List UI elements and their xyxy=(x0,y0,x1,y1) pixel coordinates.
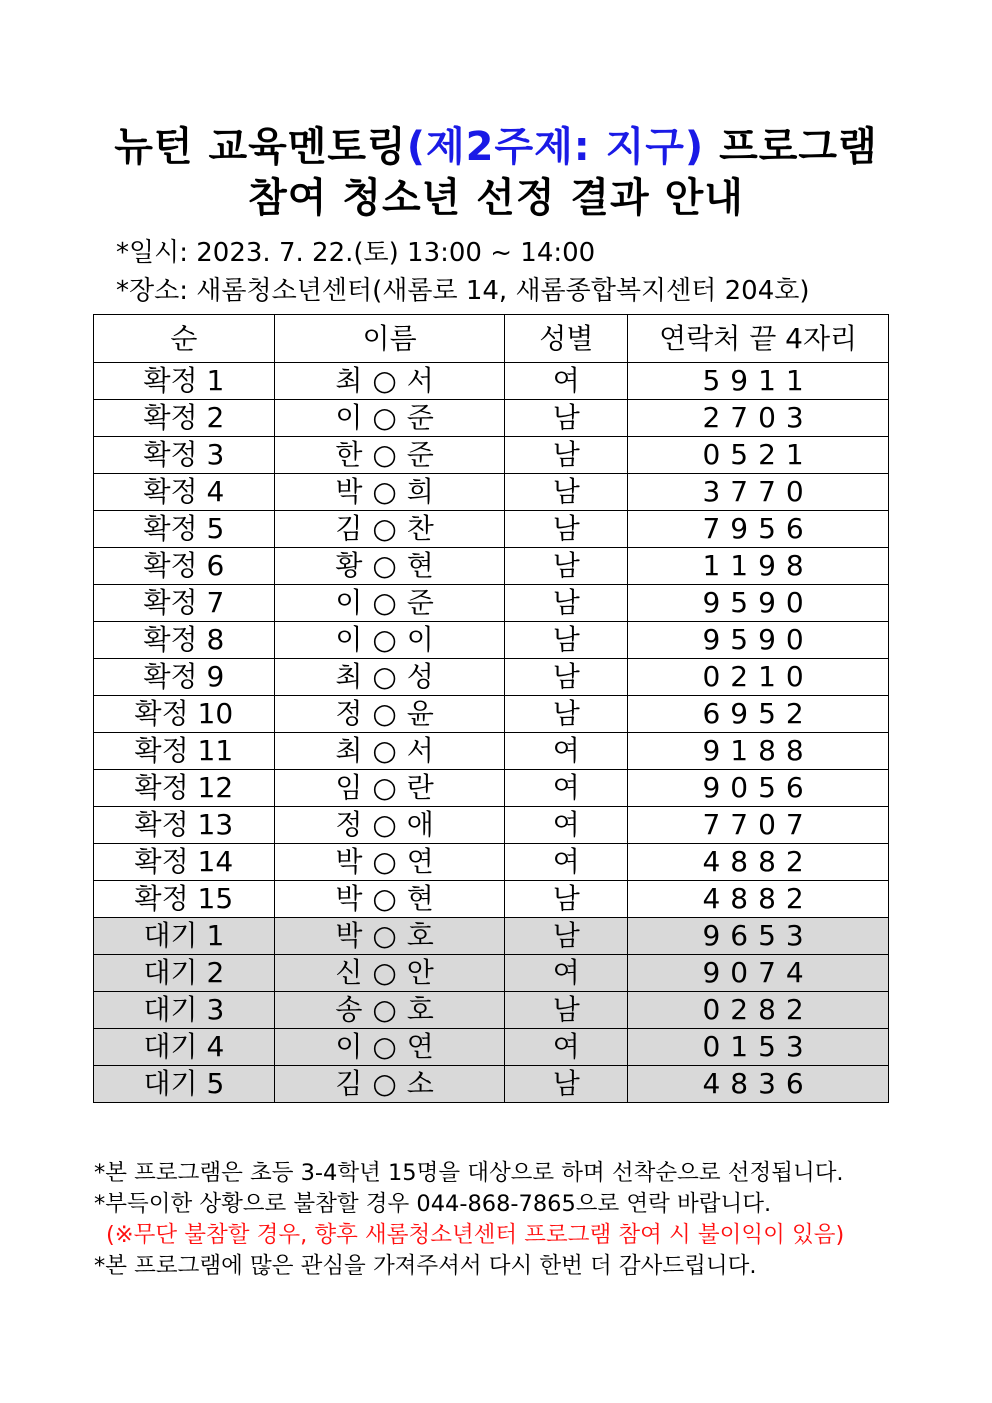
cell-gender: 여 xyxy=(505,955,628,992)
cell-name: 최○서 xyxy=(274,363,505,400)
event-date: *일시: 2023. 7. 22.(토) 13:00 ~ 14:00 xyxy=(116,238,596,268)
cell-phone: 9590 xyxy=(628,585,889,622)
note-eligibility: *본 프로그램은 초등 3-4학년 15명을 대상으로 하며 선착순으로 선정됩니다. xyxy=(94,1160,844,1186)
header-gender: 성별 xyxy=(505,315,628,363)
note-contact: *부득이한 상황으로 불참할 경우 044-868-7865으로 연락 바랍니다. xyxy=(94,1191,772,1217)
cell-order: 확정 1 xyxy=(94,363,275,400)
cell-gender: 남 xyxy=(505,511,628,548)
cell-gender: 여 xyxy=(505,363,628,400)
cell-gender: 남 xyxy=(505,1066,628,1103)
cell-gender: 여 xyxy=(505,770,628,807)
cell-name: 박○호 xyxy=(274,918,505,955)
cell-name: 이○연 xyxy=(274,1029,505,1066)
cell-phone: 4836 xyxy=(628,1066,889,1103)
cell-name: 한○준 xyxy=(274,437,505,474)
cell-name: 최○서 xyxy=(274,733,505,770)
header-name: 이름 xyxy=(274,315,505,363)
cell-phone: 0282 xyxy=(628,992,889,1029)
cell-name: 박○현 xyxy=(274,881,505,918)
cell-order: 확정 13 xyxy=(94,807,275,844)
cell-order: 대기 5 xyxy=(94,1066,275,1103)
cell-order: 대기 4 xyxy=(94,1029,275,1066)
cell-name: 정○애 xyxy=(274,807,505,844)
cell-gender: 여 xyxy=(505,733,628,770)
cell-gender: 여 xyxy=(505,1029,628,1066)
table-row xyxy=(94,918,889,955)
page-subtitle: 참여 청소년 선정 결과 안내 xyxy=(248,175,744,221)
cell-order: 확정 12 xyxy=(94,770,275,807)
cell-phone: 9653 xyxy=(628,918,889,955)
table-row xyxy=(94,585,889,622)
cell-name: 이○준 xyxy=(274,400,505,437)
cell-gender: 여 xyxy=(505,807,628,844)
table-row xyxy=(94,881,889,918)
cell-order: 대기 3 xyxy=(94,992,275,1029)
table-header-row xyxy=(94,315,889,363)
table-row xyxy=(94,770,889,807)
cell-order: 확정 3 xyxy=(94,437,275,474)
cell-phone: 1198 xyxy=(628,548,889,585)
table-row xyxy=(94,955,889,992)
cell-order: 확정 11 xyxy=(94,733,275,770)
cell-name: 송○호 xyxy=(274,992,505,1029)
cell-order: 확정 14 xyxy=(94,844,275,881)
cell-phone: 9590 xyxy=(628,622,889,659)
table-row xyxy=(94,511,889,548)
participant-table xyxy=(93,314,889,1103)
table-row xyxy=(94,548,889,585)
title-topic: (제2주제: 지구) xyxy=(406,124,705,170)
cell-phone: 9074 xyxy=(628,955,889,992)
cell-name: 임○란 xyxy=(274,770,505,807)
cell-phone: 7956 xyxy=(628,511,889,548)
cell-order: 확정 9 xyxy=(94,659,275,696)
cell-order: 확정 8 xyxy=(94,622,275,659)
cell-name: 김○소 xyxy=(274,1066,505,1103)
cell-gender: 여 xyxy=(505,844,628,881)
page-title xyxy=(0,115,992,172)
cell-order: 대기 2 xyxy=(94,955,275,992)
table-row xyxy=(94,733,889,770)
cell-order: 확정 10 xyxy=(94,696,275,733)
cell-phone: 5911 xyxy=(628,363,889,400)
cell-name: 신○안 xyxy=(274,955,505,992)
cell-order: 확정 2 xyxy=(94,400,275,437)
cell-name: 박○희 xyxy=(274,474,505,511)
table-row xyxy=(94,474,889,511)
cell-name: 정○윤 xyxy=(274,696,505,733)
cell-phone: 0521 xyxy=(628,437,889,474)
note-thanks: *본 프로그램에 많은 관심을 가져주셔서 다시 한번 더 감사드립니다. xyxy=(94,1253,757,1279)
cell-gender: 남 xyxy=(505,918,628,955)
cell-order: 확정 7 xyxy=(94,585,275,622)
cell-name: 황○현 xyxy=(274,548,505,585)
cell-phone: 0153 xyxy=(628,1029,889,1066)
cell-phone: 0210 xyxy=(628,659,889,696)
table-row xyxy=(94,844,889,881)
cell-name: 이○준 xyxy=(274,585,505,622)
table-body xyxy=(94,363,889,1103)
cell-gender: 남 xyxy=(505,696,628,733)
cell-gender: 남 xyxy=(505,437,628,474)
event-place: *장소: 새롬청소년센터(새롬로 14, 새롬종합복지센터 204호) xyxy=(116,276,810,306)
table-row xyxy=(94,400,889,437)
cell-gender: 남 xyxy=(505,659,628,696)
cell-name: 김○찬 xyxy=(274,511,505,548)
cell-phone: 3770 xyxy=(628,474,889,511)
cell-gender: 남 xyxy=(505,474,628,511)
cell-phone: 7707 xyxy=(628,807,889,844)
cell-name: 이○이 xyxy=(274,622,505,659)
cell-gender: 남 xyxy=(505,400,628,437)
table-row xyxy=(94,437,889,474)
header-order: 순 xyxy=(94,315,275,363)
cell-phone: 4882 xyxy=(628,844,889,881)
cell-order: 확정 4 xyxy=(94,474,275,511)
cell-gender: 남 xyxy=(505,992,628,1029)
cell-gender: 남 xyxy=(505,622,628,659)
cell-order: 확정 6 xyxy=(94,548,275,585)
cell-name: 최○성 xyxy=(274,659,505,696)
cell-gender: 남 xyxy=(505,548,628,585)
note-warning: (※무단 불참할 경우, 향후 새롬청소년센터 프로그램 참여 시 불이익이 있음) xyxy=(106,1222,845,1248)
table-row xyxy=(94,622,889,659)
title-suffix: 프로그램 xyxy=(704,124,878,170)
table-row xyxy=(94,807,889,844)
cell-name: 박○연 xyxy=(274,844,505,881)
cell-phone: 9056 xyxy=(628,770,889,807)
table-row xyxy=(94,659,889,696)
title-prefix: 뉴턴 교육멘토링 xyxy=(114,124,407,170)
header-phone: 연락처 끝 4자리 xyxy=(628,315,889,363)
cell-order: 대기 1 xyxy=(94,918,275,955)
table-row xyxy=(94,1029,889,1066)
cell-phone: 4882 xyxy=(628,881,889,918)
table-row xyxy=(94,363,889,400)
cell-gender: 남 xyxy=(505,585,628,622)
table-row xyxy=(94,1066,889,1103)
table-row xyxy=(94,992,889,1029)
notes xyxy=(94,1158,844,1282)
cell-phone: 6952 xyxy=(628,696,889,733)
cell-phone: 9188 xyxy=(628,733,889,770)
cell-order: 확정 5 xyxy=(94,511,275,548)
cell-phone: 2703 xyxy=(628,400,889,437)
cell-gender: 남 xyxy=(505,881,628,918)
cell-order: 확정 15 xyxy=(94,881,275,918)
table-row xyxy=(94,696,889,733)
